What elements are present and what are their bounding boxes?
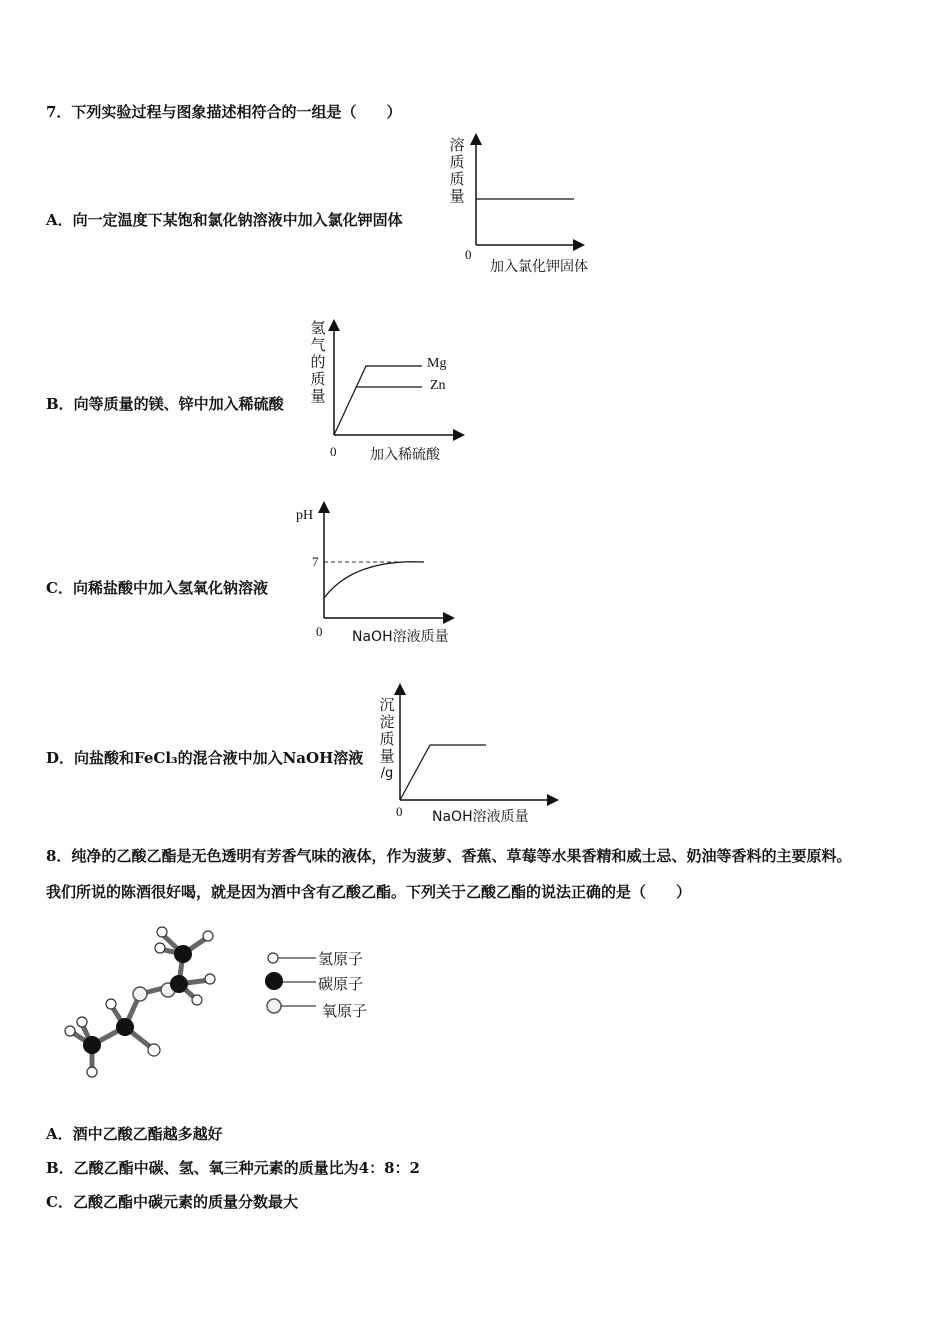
q8-option-a: A．酒中乙酸乙酯越多越好	[46, 1125, 223, 1143]
q7-graph-b-mg-label: Mg	[427, 356, 447, 371]
q8-option-b: B．乙酸乙酯中碳、氢、氧三种元素的质量比为4：8：2	[46, 1159, 420, 1177]
q7-graph-c-ylabel: pH	[296, 508, 314, 523]
q7-option-b-text: B．向等质量的镁、锌中加入稀硫酸	[46, 395, 284, 413]
legend-carbon-icon	[265, 972, 283, 990]
q8-stem-line1: 8．纯净的乙酸乙酯是无色透明有芳香气味的液体，作为菠萝、香蕉、草莓等水果香精和威士忌、奶油等香料的主要原料。	[46, 847, 852, 865]
q7-graph-b-ylabel: 氢 气 的 质 量	[310, 319, 326, 405]
legend-oxygen-icon	[267, 999, 281, 1013]
legend-carbon-label: 碳原子	[318, 975, 364, 993]
legend-oxygen-label: 氧原子	[322, 1002, 368, 1020]
q8-option-c: C．乙酸乙酯中碳元素的质量分数最大	[46, 1193, 298, 1211]
q8-stem-line2: 我们所说的陈酒很好喝，就是因为酒中含有乙酸乙酯。下列关于乙酸乙酯的说法正确的是（ ）	[46, 883, 692, 901]
q7-graph-c-ytick: 7	[312, 554, 319, 569]
legend-hydrogen-label: 氢原子	[318, 950, 364, 968]
legend-hydrogen-icon	[268, 953, 278, 963]
q7-graph-b-origin: 0	[330, 444, 337, 459]
q7-graph-c-origin: 0	[316, 624, 323, 639]
q7-graph-b-zn-label: Zn	[430, 378, 446, 393]
q7-graph-b-xlabel: 加入稀硫酸	[370, 447, 440, 463]
q7-option-d-text: D．向盐酸和FeCl₃的混合液中加入NaOH溶液	[46, 749, 364, 767]
q7-option-a-text: A．向一定温度下某饱和氯化钠溶液中加入氯化钾固体	[46, 211, 403, 229]
q7-graph-d-xlabel: NaOH溶液质量	[432, 809, 529, 825]
q7-stem: 7．下列实验过程与图象描述相符合的一组是（ ）	[46, 103, 402, 121]
q7-graph-a-ylabel: 溶 质 质 量	[449, 136, 465, 205]
q7-graph-c-xlabel: NaOH溶液质量	[352, 629, 449, 645]
q7-graph-d-ylabel: 沉 淀 质 量 /g	[379, 696, 395, 781]
q7-graph-d-origin: 0	[396, 804, 403, 819]
q7-graph-a-origin: 0	[465, 247, 472, 262]
q7-graph-a-xlabel: 加入氯化钾固体	[490, 259, 588, 275]
q7-option-c-text: C．向稀盐酸中加入氢氧化钠溶液	[46, 579, 268, 597]
